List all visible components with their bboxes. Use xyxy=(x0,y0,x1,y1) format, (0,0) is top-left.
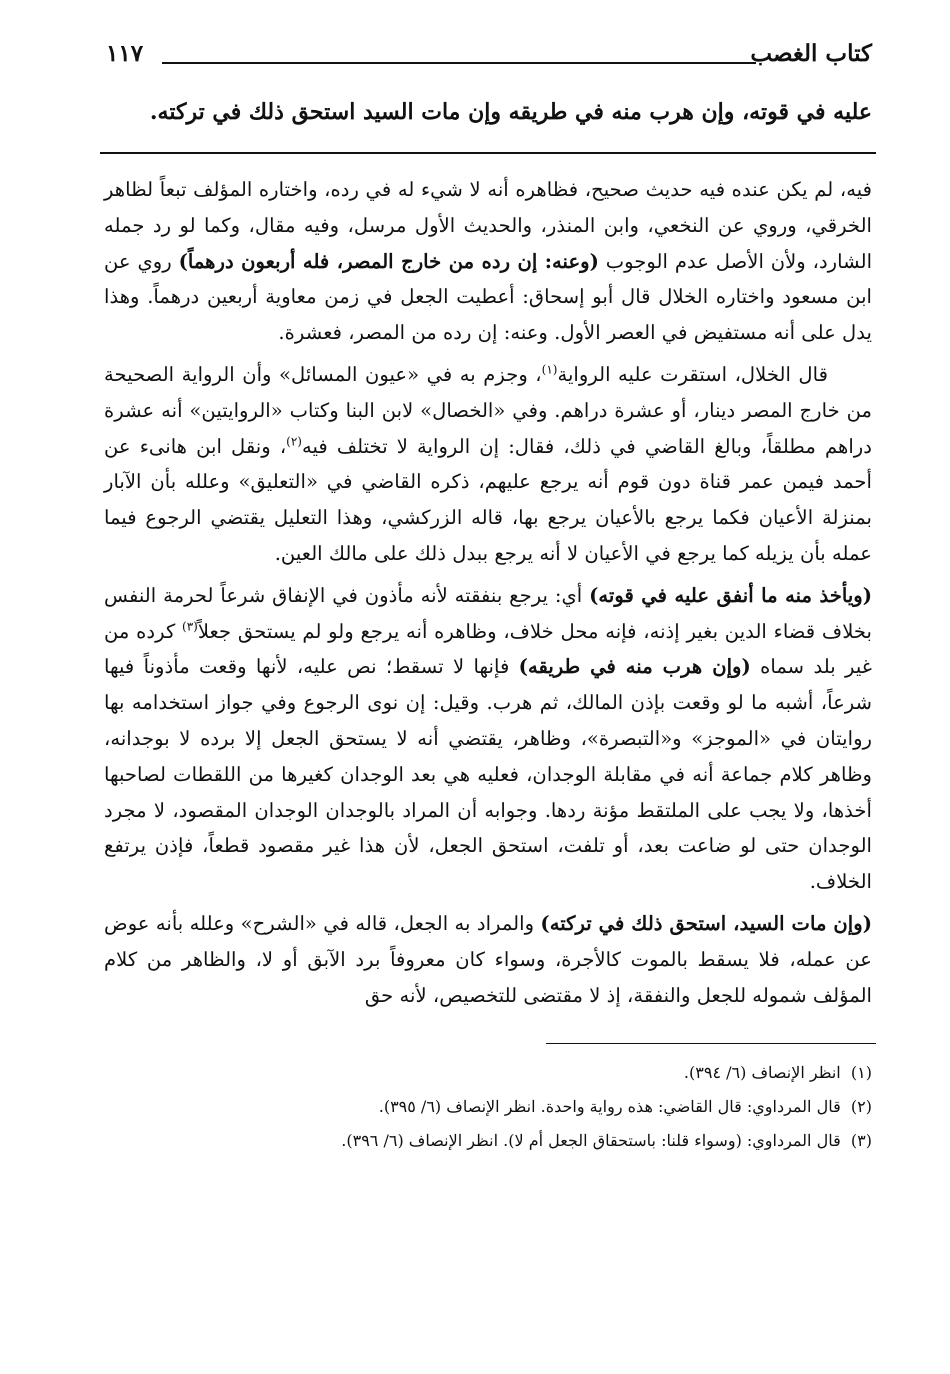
paragraph xyxy=(104,906,872,1013)
paragraph xyxy=(104,578,872,900)
header-rule xyxy=(162,62,756,64)
footnote-number: (١) xyxy=(850,1063,872,1083)
footnote-ref: (٣) xyxy=(182,619,198,634)
paragraph-text: فيه، لم يكن عنده فيه حديث صحيح، فظاهره أنه لا شيء له في رده، واختاره المؤلف تبعاً لظاهر الخرقي، وروي عن النخعي، وابن المنذر، والحديث الأول مرسل، وفيه مقال، وكما لو رد جمله الشارد، ولأن الأصل عدم الوجوب xyxy=(104,178,873,273)
footnote-text: قال المرداوي: (وسواء قلنا: باستحقاق الجعل أم لا). انظر الإنصاف (٦/ ٣٩٦). xyxy=(341,1131,841,1151)
footnote-number: (٢) xyxy=(850,1097,872,1117)
paragraph xyxy=(104,357,872,572)
footnote xyxy=(100,1090,872,1124)
paragraph-text: ، ونقل ابن هانىء عن أحمد فيمن عمر قناة دون قوم أنه يرجع عليهم، ذكره القاضي في «التعليق» وعلله بأن الآبار بمنزلة الأعيان فكما يرجع بالأعيان يرجع بها، قاله الزركشي، وهذا التعليل يقتضي الرجوع فيما عمله بأن يزيله كما يرجع في الأعيان لا أنه يرجع ببدل ذلك على مالك العين. xyxy=(104,434,872,565)
running-header xyxy=(100,36,876,76)
paragraph-text: أي: يرجع بنفقته لأنه مأذون في الإنفاق شرعاً لحرمة النفس بخلاف قضاء الدين بغير إذنه، فإنه محل خلاف، وظاهره أنه يرجع ولو لم يستحق جعلاً xyxy=(104,583,872,643)
matn-quote: (ويأخذ منه ما أنفق عليه في قوته) xyxy=(589,583,873,607)
chapter-title: كتاب الغصب xyxy=(750,40,872,67)
paragraph-text: فإنها لا تسقط؛ نص عليه، لأنها وقعت مأذوناً فيها شرعاً، أشبه ما لو وقعت بإذن المالك، ثم هرب. وقيل: إن نوى الرجوع وفي جواز استخدامه بها روايتان في «الموجز» و«التبصرة»، وظاهر، يقتضي أنه لا يستحق الجعل إلا برده لا بوجدانه، وظاهر كلام جماعة أنه في مقابلة الوجدان، فعليه هي بعد الوجدان كغيرها من اللقطات لصاحبها أخذها، ولا يجب على الملتقط مؤنة ردها. وجوابه أن المراد بالوجدان الوجدان المقصود، لا مجرد الوجدان حتى لو ضاعت بعد، أو تلفت، استحق الجعل، لأن هذا غير مقصود قطعاً، فإذن يرتفع الخلاف. xyxy=(104,655,872,894)
paragraph-text: كرده من غير بلد سماه xyxy=(104,619,872,679)
footnote xyxy=(100,1056,872,1090)
matn-quote: (وعنه: إن رده من خارج المصر، فله أربعون درهماً) xyxy=(178,249,599,273)
paragraph-text: والمراد به الجعل، قاله في «الشرح» وعلله بأنه عوض عن عمله، فلا يسقط بالموت كالأجرة، وسواء كان معروفاً برد الآبق أو لا، والظاهر من كلام المؤلف شموله للجعل والنفقة، إذ لا مقتضى للتخصيص، لأنه حق xyxy=(104,911,872,1007)
footnote-text: انظر الإنصاف (٦/ ٣٩٤). xyxy=(683,1063,841,1083)
paragraph-text: روي عن ابن مسعود واختاره الخلال قال أبو إسحاق: أعطيت الجعل في زمن معاوية أربعين درهماً. وهذا يدل على أنه مستفيض في العصر الأول. وعنه: إن رده من المصر، فعشرة. xyxy=(104,249,872,345)
footnote xyxy=(100,1124,872,1158)
footnote-number: (٣) xyxy=(850,1131,872,1151)
matn-text: عليه في قوته، وإن هرب منه في طريقه وإن مات السيد استحق ذلك في تركته. xyxy=(149,99,872,125)
paragraph-text: ، وجزم به في «عيون المسائل» وأن الرواية الصحيحة من خارج المصر دينار، أو عشرة دراهم. وفي «الخصال» لابن البنا وكتاب «الروايتين» أنه عشرة دراهم مطلقاً، وبالغ القاضي في ذلك، فقال: إن الرواية لا تختلف فيه xyxy=(104,362,872,458)
footnote-text: قال المرداوي: قال القاضي: هذه رواية واحدة. انظر الإنصاف (٦/ ٣٩٥). xyxy=(378,1097,841,1117)
matn-quote: (وإن هرب منه في طريقه) xyxy=(518,655,751,679)
page-number: ١١٧ xyxy=(106,40,144,67)
footnote-divider xyxy=(546,1043,876,1044)
matn-divider xyxy=(100,152,876,154)
matn-quote: (وإن مات السيد، استحق ذلك في تركته) xyxy=(540,911,872,935)
footnote-ref: (١) xyxy=(541,362,558,377)
footnotes xyxy=(100,1056,876,1158)
book-page xyxy=(100,36,876,1158)
paragraph-text: قال الخلال، استقرت عليه الرواية xyxy=(557,362,828,386)
footnote-ref: (٢) xyxy=(286,434,302,449)
commentary xyxy=(100,172,876,1013)
paragraph xyxy=(104,172,872,351)
